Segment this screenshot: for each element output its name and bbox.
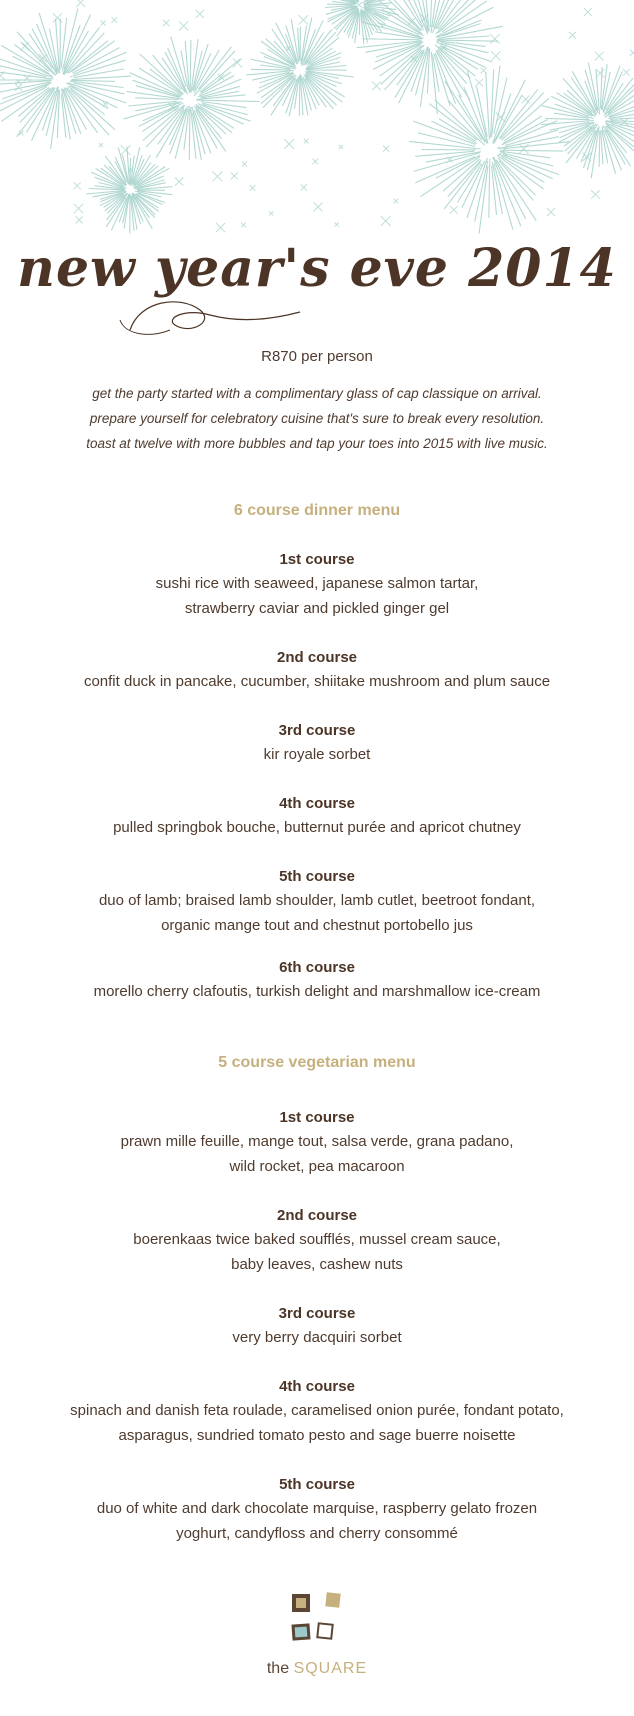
sparkle (179, 21, 188, 30)
firework-burst (123, 37, 259, 160)
dinner-course-3 (0, 719, 634, 768)
sparkle (519, 144, 529, 154)
course-description: kir royale sorbet (263, 746, 371, 763)
sparkle (233, 58, 243, 68)
dinner-course-4 (0, 792, 634, 841)
course-description: baby leaves, cashew nuts (231, 1255, 403, 1273)
sparkle (284, 139, 294, 149)
course-name: 2nd course (276, 1207, 358, 1224)
sparkle (99, 143, 103, 147)
sparkle (596, 69, 605, 78)
sparkle (383, 145, 389, 151)
course-description: spinach and danish feta roulade, caramelised onion purée, fondant potato, (70, 1402, 564, 1419)
sparkle (53, 13, 62, 22)
sparkle (74, 204, 83, 213)
course-description: confit duck in pancake, cucumber, shiitake mushroom and plum sauce (83, 673, 551, 690)
brand-name (0, 1660, 634, 1678)
sparkle (623, 69, 630, 76)
firework-burst (86, 147, 172, 234)
course-description: strawberry caviar and pickled ginger gel (184, 599, 450, 617)
intro-text (0, 381, 634, 456)
sparkle (304, 139, 309, 144)
sparkle (175, 177, 183, 185)
course-name: 2nd course (276, 649, 358, 666)
sparkle (313, 159, 319, 165)
sparkle (163, 20, 169, 26)
sparkle (313, 202, 322, 211)
sparkle (20, 42, 29, 51)
sparkle (475, 79, 483, 87)
sparkle (547, 208, 555, 216)
sparkle (490, 34, 500, 44)
sparkle (630, 50, 634, 56)
sparkle (269, 211, 273, 215)
dinner-course-2 (0, 646, 634, 695)
page-title: new year's eve 2014 (17, 238, 617, 299)
course-name: 6th course (279, 959, 355, 976)
firework-burst (246, 18, 354, 117)
sparkle (101, 20, 106, 25)
sparkle (196, 10, 204, 18)
firework-burst (357, 0, 503, 114)
course-description: morello cherry clafoutis, turkish delight and marshmallow ice-cream (93, 983, 541, 1000)
sparkle (111, 17, 117, 23)
brand-accent: SQUARE (293, 1660, 368, 1677)
vegetarian-menu-title: 5 course vegetarian menu (218, 1054, 416, 1071)
vegetarian-course-4 (0, 1375, 634, 1448)
sparkle (394, 199, 398, 203)
sparkle (583, 153, 592, 162)
course-description: organic mange tout and chestnut portobello jus (161, 916, 473, 934)
sparkle (339, 145, 343, 149)
intro-line: toast at twelve with more bubbles and tap your toes into 2015 with live music. (86, 436, 548, 451)
sparkle (595, 52, 604, 61)
vegetarian-course-3 (0, 1302, 634, 1351)
firework-burst (0, 9, 131, 149)
brand-prefix: the (266, 1660, 290, 1677)
course-name: 5th course (279, 1476, 355, 1493)
course-name: 3rd course (278, 1305, 356, 1322)
sparkle (381, 216, 391, 226)
the-square-logo-icon (288, 1590, 344, 1646)
sparkle (491, 51, 500, 60)
course-description: prawn mille feuille, mange tout, salsa verde, grana padano, (120, 1133, 514, 1150)
sparkle (335, 223, 339, 227)
sparkle (121, 145, 131, 155)
sparkle (76, 0, 85, 7)
sparkle (76, 216, 83, 223)
sparkle (481, 68, 487, 74)
sparkle (299, 15, 308, 24)
sparkle (301, 184, 307, 190)
sparkle (584, 8, 592, 16)
firework-burst (409, 66, 570, 234)
sparkle (356, 2, 362, 8)
dinner-course-1 (0, 548, 634, 621)
course-description: very berry dacquiri sorbet (232, 1329, 402, 1346)
sparkle (242, 161, 247, 166)
sparkle (250, 185, 256, 191)
dinner-menu-title: 6 course dinner menu (233, 502, 401, 519)
course-description: yoghurt, candyfloss and cherry consommé (176, 1524, 458, 1542)
title-flourish-ornament (110, 290, 310, 340)
sparkle (591, 190, 600, 199)
dinner-course-6 (0, 956, 634, 1005)
sparkle (569, 32, 576, 39)
course-name: 4th course (279, 795, 355, 812)
course-description: sushi rice with seaweed, japanese salmon tartar, (155, 575, 479, 592)
sparkle (231, 173, 238, 180)
sparkle (74, 182, 81, 189)
sparkle (372, 82, 381, 91)
course-name: 3rd course (278, 722, 356, 739)
vegetarian-course-1 (0, 1106, 634, 1179)
course-description: wild rocket, pea macaroon (229, 1157, 405, 1175)
course-name: 5th course (279, 868, 355, 885)
sparkle (450, 206, 457, 213)
intro-line: get the party started with a complimentary glass of cap classique on arrival. (92, 386, 542, 401)
sparkle (522, 95, 530, 103)
course-name: 4th course (279, 1378, 355, 1395)
vegetarian-course-2 (0, 1204, 634, 1277)
course-description: pulled springbok bouche, butternut purée and apricot chutney (113, 819, 521, 836)
intro-line: prepare yourself for celebratory cuisine that's sure to break every resolution. (89, 411, 545, 426)
course-description: boerenkaas twice baked soufflés, mussel cream sauce, (133, 1231, 501, 1248)
vegetarian-course-5 (0, 1473, 634, 1546)
dinner-course-5 (0, 865, 634, 938)
price-per-person: R870 per person (261, 348, 373, 365)
course-name: 1st course (279, 1109, 355, 1126)
sparkle (212, 171, 222, 181)
course-description: asparagus, sundried tomato pesto and sage buerre noisette (118, 1426, 516, 1444)
fireworks-decoration (0, 0, 634, 250)
course-description: duo of white and dark chocolate marquise, raspberry gelato frozen (96, 1500, 538, 1517)
firework-burst (541, 63, 634, 179)
sparkle (241, 223, 246, 228)
sparkle (216, 223, 225, 232)
course-description: duo of lamb; braised lamb shoulder, lamb cutlet, beetroot fondant, (98, 892, 536, 909)
sparkle (498, 147, 507, 156)
course-name: 1st course (279, 551, 355, 568)
